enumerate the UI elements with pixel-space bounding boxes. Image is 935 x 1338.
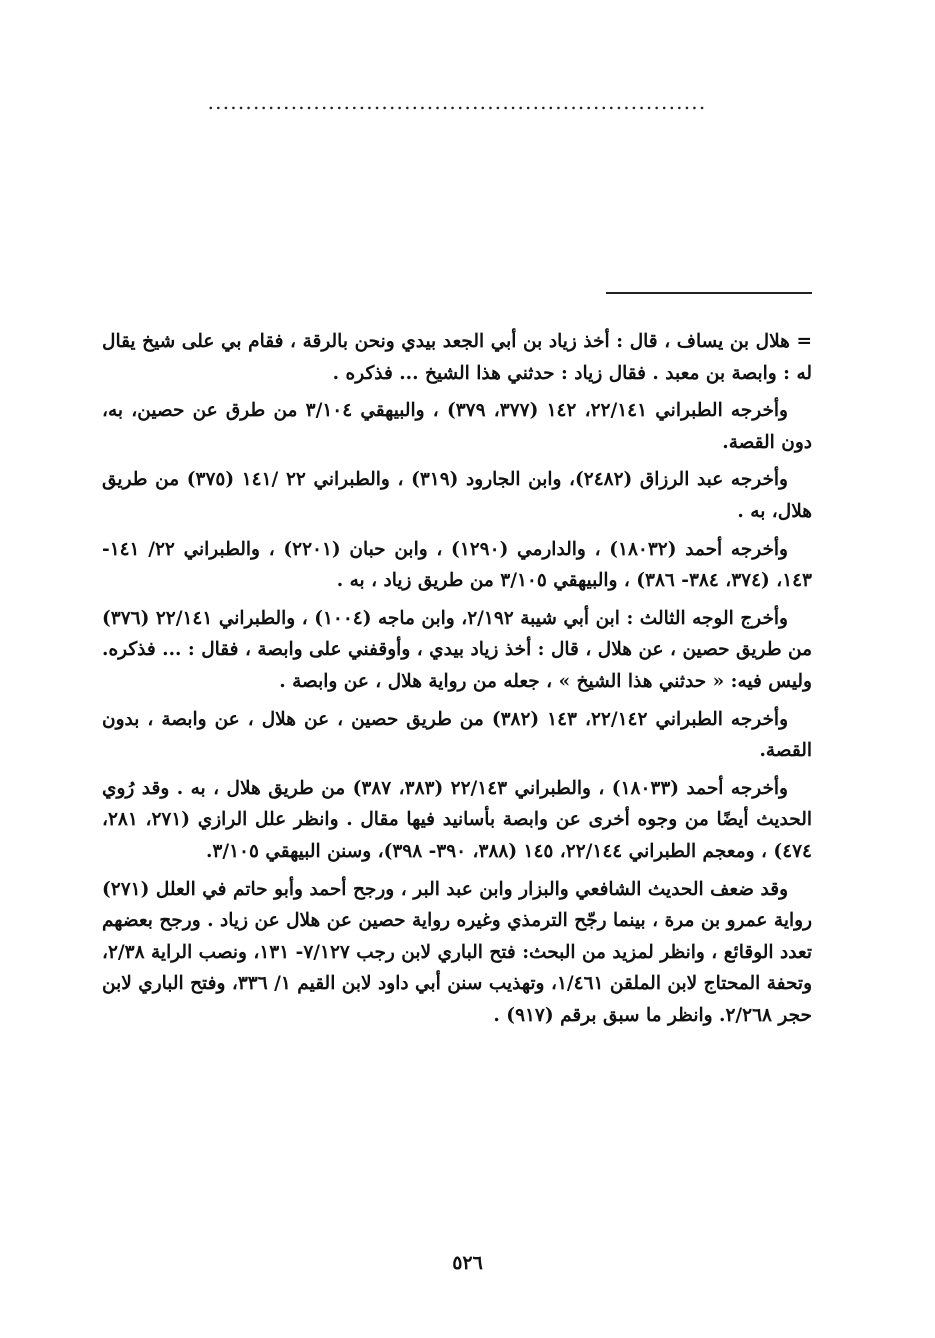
footnote-paragraph: وأخرجه أحمد (١٨٠٣٣) ، والطبراني ٢٢/١٤٣ (٣٨٣، ٣٨٧) من طريق هلال ، به . وقد رُوي الحديث أيضًا من وجوه أخرى عن وابصة بأسانيد فيها مقال . وانظر علل الرازي (٢٧١، ٢٨١، ٤٧٤) ، ومعجم الطبراني ٢٢/١٤٤، ١٤٥ (٣٨٨، ٣٩٠- ٣٩٨)، وسنن البيهقي ٣/١٠٥.: [102, 777, 812, 862]
footnote-paragraph: وأخرجه أحمد (١٨٠٣٢) ، والدارمي (١٢٩٠) ، وابن حبان (٢٢٠١) ، والطبراني ٢٢/ ١٤١- ١٤٣، (٣٧٤، ٣٨٤- ٣٨٦) ، والبيهقي ٣/١٠٥ من طريق زياد ، به .: [102, 538, 812, 592]
header-dotted-separator: ..................................................................: [207, 92, 707, 112]
footnote-paragraph: وقد ضعف الحديث الشافعي والبزار وابن عبد البر ، ورجح أحمد وأبو حاتم في العلل (٢٧١) رواية عمرو بن مرة ، بينما رجّح الترمذي وغيره رواية حصين عن هلال عن زياد . ورجح بعضهم تعدد الوقائع ، وانظر لمزيد من البحث: فتح الباري لابن رجب ٧/١٢٧- ١٣١، ونصب الراية ٢/٣٨، وتحفة المحتاج لابن الملقن ١/٤٦١، وتهذيب سنن أبي داود لابن القيم ١/ ٣٣٦، وفتح الباري لابن حجر ٢/٢٦٨. وانظر ما سبق برقم (٩١٧) .: [102, 878, 812, 1026]
footnote-separator-rule: [606, 292, 812, 294]
footnote-paragraph: = هلال بن يساف ، قال : أخذ زياد بن أبي الجعد بيدي ونحن بالرقة ، فقام بي على شيخ يقال له : وابصة بن معبد . فقال زياد : حدثني هذا الشيخ ... فذكره .: [102, 331, 812, 384]
footnote-paragraph: وأخرجه عبد الرزاق (٢٤٨٢)، وابن الجارود (٣١٩) ، والطبراني ٢٢ /١٤١ (٣٧٥) من طريق هلال، به .: [102, 469, 812, 522]
footnote-paragraph: وأخرجه الطبراني ٢٢/١٤١، ١٤٢ (٣٧٧، ٣٧٩) ، والبيهقي ٣/١٠٤ من طرق عن حصين، به، دون القصة.: [102, 400, 812, 453]
footnote-paragraph: وأخرجه الطبراني ٢٢/١٤٢، ١٤٣ (٣٨٢) من طريق حصين ، عن هلال ، عن وابصة ، بدون القصة.: [102, 708, 812, 762]
page-number: ٥٢٦: [452, 1252, 483, 1274]
footnote-paragraph: وأخرج الوجه الثالث : ابن أبي شيبة ٢/١٩٢، وابن ماجه (١٠٠٤) ، والطبراني ٢٢/١٤١ (٣٧٦) من طريق حصين ، عن هلال ، قال : أخذ زياد بيدي ، وأوقفني على وابصة ، فقال : ... فذكره. وليس فيه: « حدثني هذا الشيخ » ، جعله من رواية هلال ، عن وابصة .: [102, 607, 812, 692]
footnotes-section: [102, 326, 812, 1037]
